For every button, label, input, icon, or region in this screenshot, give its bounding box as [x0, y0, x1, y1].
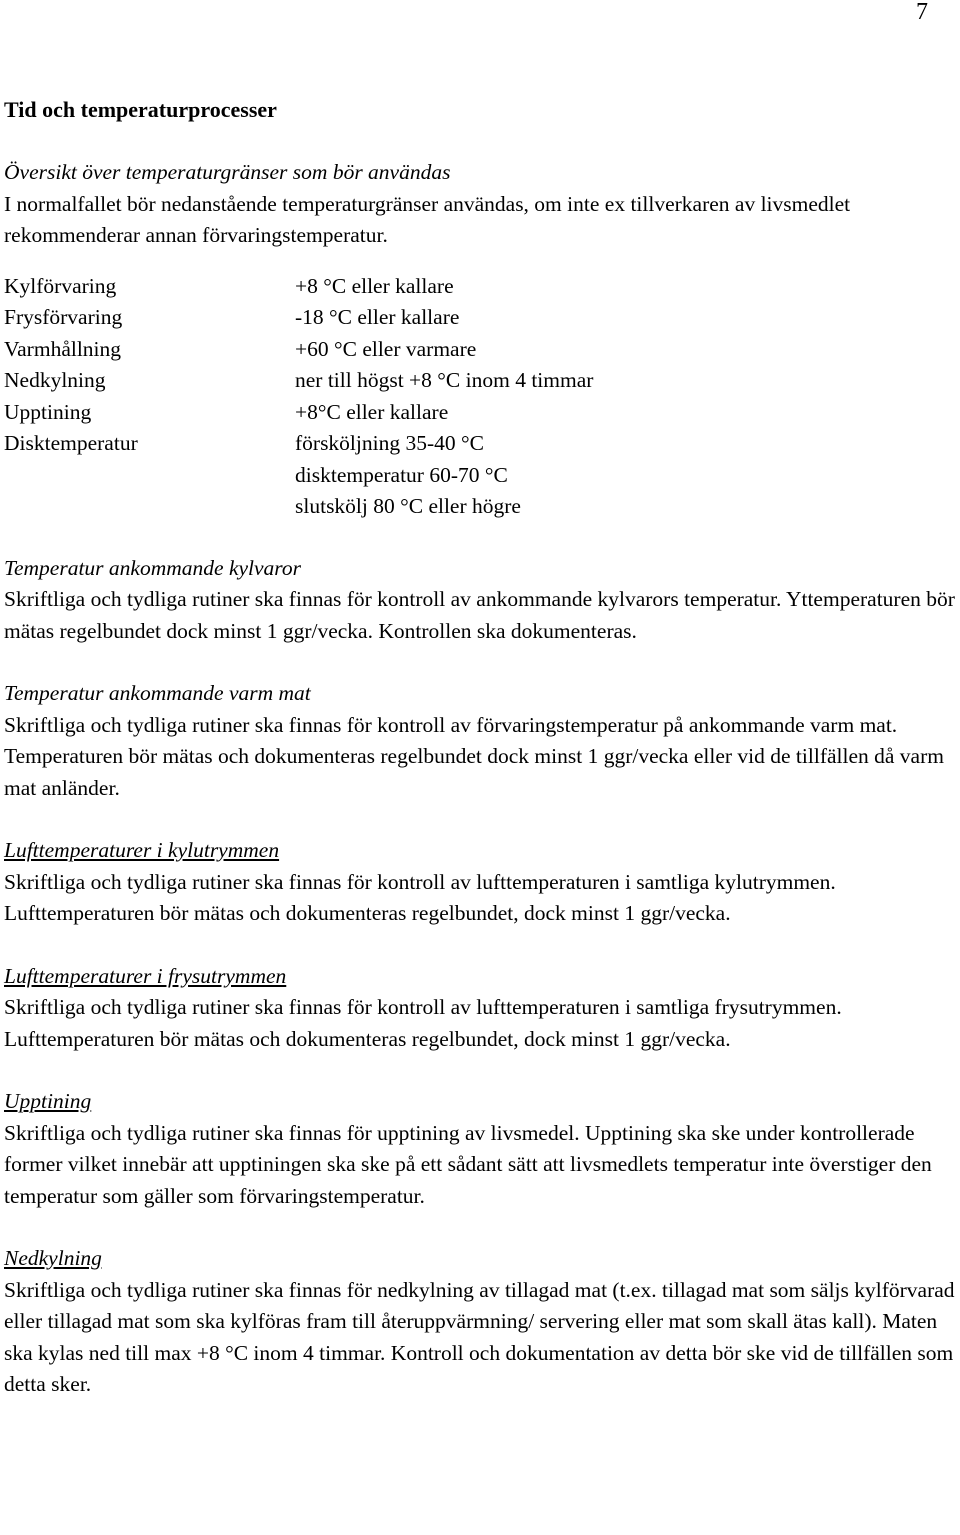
section-air-temp-cold-rooms: [4, 835, 956, 930]
temperature-label: Varmhållning: [4, 336, 122, 361]
temperature-table: [4, 271, 956, 523]
section-text: Skriftliga och tydliga rutiner ska finnas för upptining av livsmedel. Upptining ska ske under kontrollerade former vilket innebär att upptiningen ska ske på ett sådant sätt att livsmedlets temperatur inte överstiger den temperatur som gäller som förvaringstemperatur.: [4, 1120, 932, 1208]
section-heading: Nedkylning: [4, 1246, 102, 1270]
temperature-value: ner till högst +8 °C inom 4 timmar: [295, 368, 594, 392]
section-heading: Lufttemperaturer i frysutrymmen: [4, 963, 287, 988]
page-number: 7: [916, 0, 928, 25]
document-body: [4, 94, 956, 1432]
section-heading: Upptining: [4, 1089, 92, 1113]
temperature-label: Kylförvaring: [4, 273, 117, 298]
section-text: Skriftliga och tydliga rutiner ska finnas för nedkylning av tillagad mat (t.ex. tillagad mat som säljs kylförvarad eller tillagad mat som ska kylföras fram till återuppvärmning/ servering eller mat som skall ätas kall). Maten ska kylas ned till max +8 °C inom 4 timmar. Kontroll och dokumentation av detta bör ske vid de tillfällen som detta sker.: [4, 1277, 955, 1396]
temperature-row: [4, 271, 956, 303]
temperature-value: +8°C eller kallare: [295, 399, 449, 424]
temperature-value: disktemperatur 60-70 °C: [295, 462, 508, 487]
temperature-label: Disktemperatur: [4, 431, 138, 455]
temperature-label: [4, 460, 295, 492]
temperature-row: [4, 491, 956, 523]
section-heading: Temperatur ankommande varm mat: [4, 681, 311, 705]
temperature-row: [4, 365, 956, 397]
overview-section: [4, 157, 956, 252]
section-text: Skriftliga och tydliga rutiner ska finnas för kontroll av lufttemperaturen i samtliga frysutrymmen. Lufttemperaturen bör mätas och dokumenteras regelbundet, dock minst 1 ggr/vecka.: [4, 995, 842, 1051]
section-text: Skriftliga och tydliga rutiner ska finnas för kontroll av lufttemperaturen i samtliga kylutrymmen. Lufttemperaturen bör mätas och dokumenteras regelbundet, dock minst 1 ggr/vecka.: [4, 869, 836, 925]
temperature-label: Upptining: [4, 399, 92, 424]
section-incoming-hot-food: [4, 678, 956, 804]
temperature-value: -18 °C eller kallare: [295, 305, 460, 329]
section-heading: Temperatur ankommande kylvaror: [4, 555, 301, 580]
section-thawing: [4, 1086, 956, 1212]
section-text: Skriftliga och tydliga rutiner ska finnas för kontroll av förvaringstemperatur på ankommande varm mat. Temperaturen bör mätas och dokumenteras regelbundet dock minst 1 ggr/vecka eller vid de tillfällen då varm mat anländer.: [4, 712, 944, 800]
temperature-row: [4, 397, 956, 429]
temperature-value: +60 °C eller varmare: [295, 336, 477, 361]
section-text: Skriftliga och tydliga rutiner ska finnas för kontroll av ankommande kylvarors temperatur. Yttemperaturen bör mätas regelbundet dock minst 1 ggr/vecka. Kontrollen ska dokumenteras.: [4, 587, 955, 643]
temperature-value: försköljning 35-40 °C: [295, 431, 484, 455]
temperature-label: [4, 491, 295, 523]
section-heading: Lufttemperaturer i kylutrymmen: [4, 838, 280, 862]
temperature-value: +8 °C eller kallare: [295, 273, 454, 298]
temperature-row: [4, 302, 956, 334]
temperature-value: slutskölj 80 °C eller högre: [295, 494, 521, 518]
overview-text: I normalfallet bör nedanstående temperaturgränser användas, om inte ex tillverkaren av livsmedlet rekommenderar annan förvaringstemperatur.: [4, 191, 851, 247]
temperature-row: [4, 334, 956, 366]
section-incoming-chilled: [4, 553, 956, 648]
overview-heading: Översikt över temperaturgränser som bör användas: [4, 160, 451, 184]
section-cooling: [4, 1243, 956, 1401]
temperature-label: Frysförvaring: [4, 305, 123, 329]
section-air-temp-freezers: [4, 961, 956, 1056]
temperature-row: [4, 460, 956, 492]
temperature-label: Nedkylning: [4, 368, 106, 392]
temperature-row: [4, 428, 956, 460]
page-title: Tid och temperaturprocesser: [4, 97, 277, 122]
